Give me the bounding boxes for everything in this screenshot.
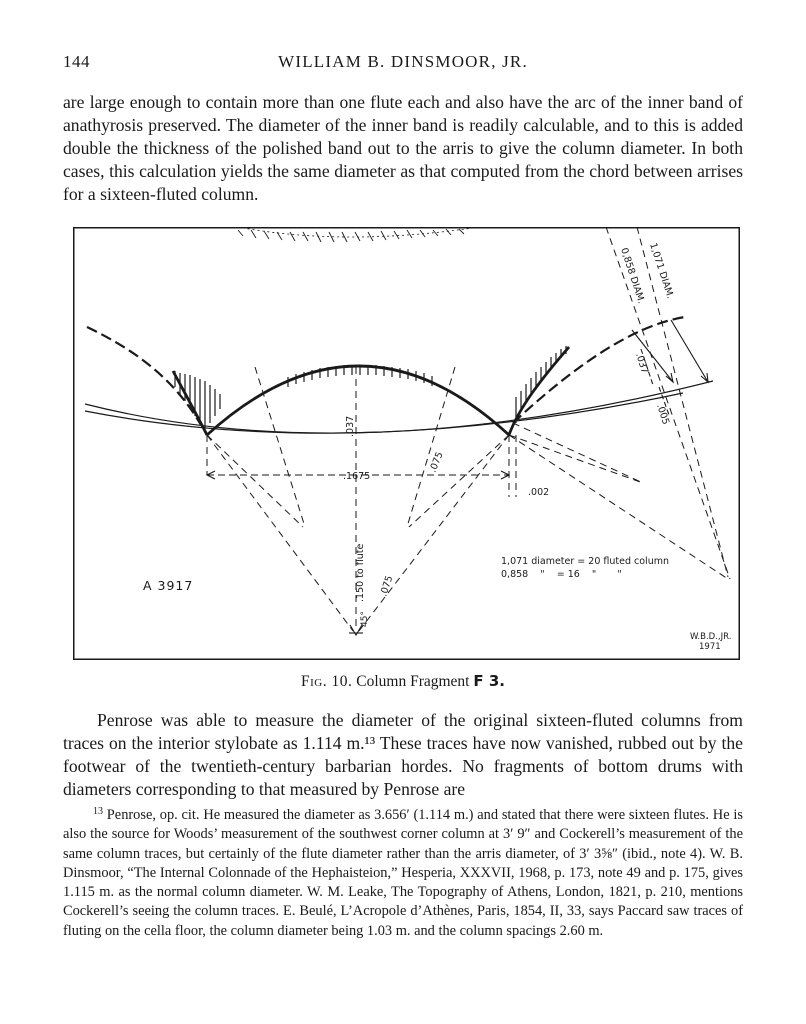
label-002: .002	[528, 487, 550, 498]
top-fragment-hatching	[238, 229, 464, 242]
paragraph-continuation: are large enough to contain more than one flute each and also have the arc of the inner band of anathyrosis preserved. The diameter of the inner band is readily calculable, and to this is added double the thickness of the polished band out to the arris to give the column diameter. In both cases, this calculation yields the same diameter as that computed from the chord between arrises for a sixteen-fluted column.	[63, 92, 743, 204]
flute-arc	[207, 366, 509, 435]
flute-hatching	[288, 365, 432, 387]
label-diam-0858: 0,858 DIAM.	[618, 246, 647, 306]
label-angle-45: 45°	[360, 611, 370, 627]
label-150-to-flute: .150 to flute	[355, 543, 366, 602]
page-header	[63, 52, 743, 76]
footnote-text: Penrose, op. cit. He measured the diameter as 3.656′ (1.114 m.) and stated that there were sixteen flutes. He is also the source for Woods’ measurement of the southwest corner column at 3′ 9″ and Cockerell’s measurement of the same column traces, but certainly of the flute diameter rather than the arris diameter, of 3′ 3⅝″ (ibid., note 4). W. B. Dinsmoor, “The Internal Colonnade of the Hephaisteion,” Hesperia, XXXVII, 1968, p. 173, note 49 and p. 175, gives 1.115 m. as the normal column diameter. W. M. Leake, The Topography of Athens, London, 1821, p. 210, mentions Cockerell’s seeing the column traces. E. Beulé, L’Acropole d’Athènes, Paris, 1854, II, 33, says Paccard saw traces of fluting on the cella floor, the column diameter being 1.03 m. and the column spacings 2.60 m.	[63, 807, 743, 939]
caption-text: Column Fragment	[356, 673, 470, 690]
page-number: 144	[63, 52, 90, 71]
label-1675: .1675	[343, 471, 371, 482]
figure-labels	[143, 242, 731, 652]
label-037-right: .037	[633, 351, 651, 376]
construction-lines	[207, 227, 730, 631]
figure-column-fragment	[73, 227, 740, 660]
signature-year: 1971	[699, 642, 721, 652]
caption-fragment-id: F 3.	[473, 672, 505, 690]
label-005: .005	[654, 402, 672, 427]
label-037-top: .037	[345, 415, 356, 437]
running-head: WILLIAM B. DINSMOOR, JR.	[278, 52, 528, 71]
outline-0858	[85, 393, 683, 433]
paragraph-penrose: Penrose was able to measure the diameter of the original sixteen-fluted columns from traces on the interior stylobate as 1.114 m.¹³ These traces have now vanished, rubbed out by the footwear of the twentieth-century barbarian hordes. No fragments of bottom drums with diameters corresponding to that measured by Penrose are	[63, 710, 743, 799]
footnote-13	[63, 802, 743, 941]
caption-fig-label: Fig. 10.	[301, 673, 353, 690]
outer-circle-left	[87, 327, 201, 425]
inventory-number: A 3917	[143, 578, 194, 593]
legend-line-2: 0,858 " = 16 " "	[501, 569, 622, 580]
arris-right	[509, 347, 569, 435]
figure-caption	[0, 672, 806, 691]
label-075-upper: .075	[427, 450, 446, 475]
signature-initials: W.B.D.,JR.	[690, 632, 732, 642]
label-075-lower: .075	[378, 574, 396, 598]
footnote-number: 13	[93, 806, 103, 817]
dimension-lines	[207, 320, 708, 635]
label-diam-1071: 1,071 DIAM.	[647, 241, 676, 301]
figure-drawing	[73, 227, 740, 660]
legend-line-1: 1,071 diameter = 20 fluted column	[501, 556, 669, 567]
